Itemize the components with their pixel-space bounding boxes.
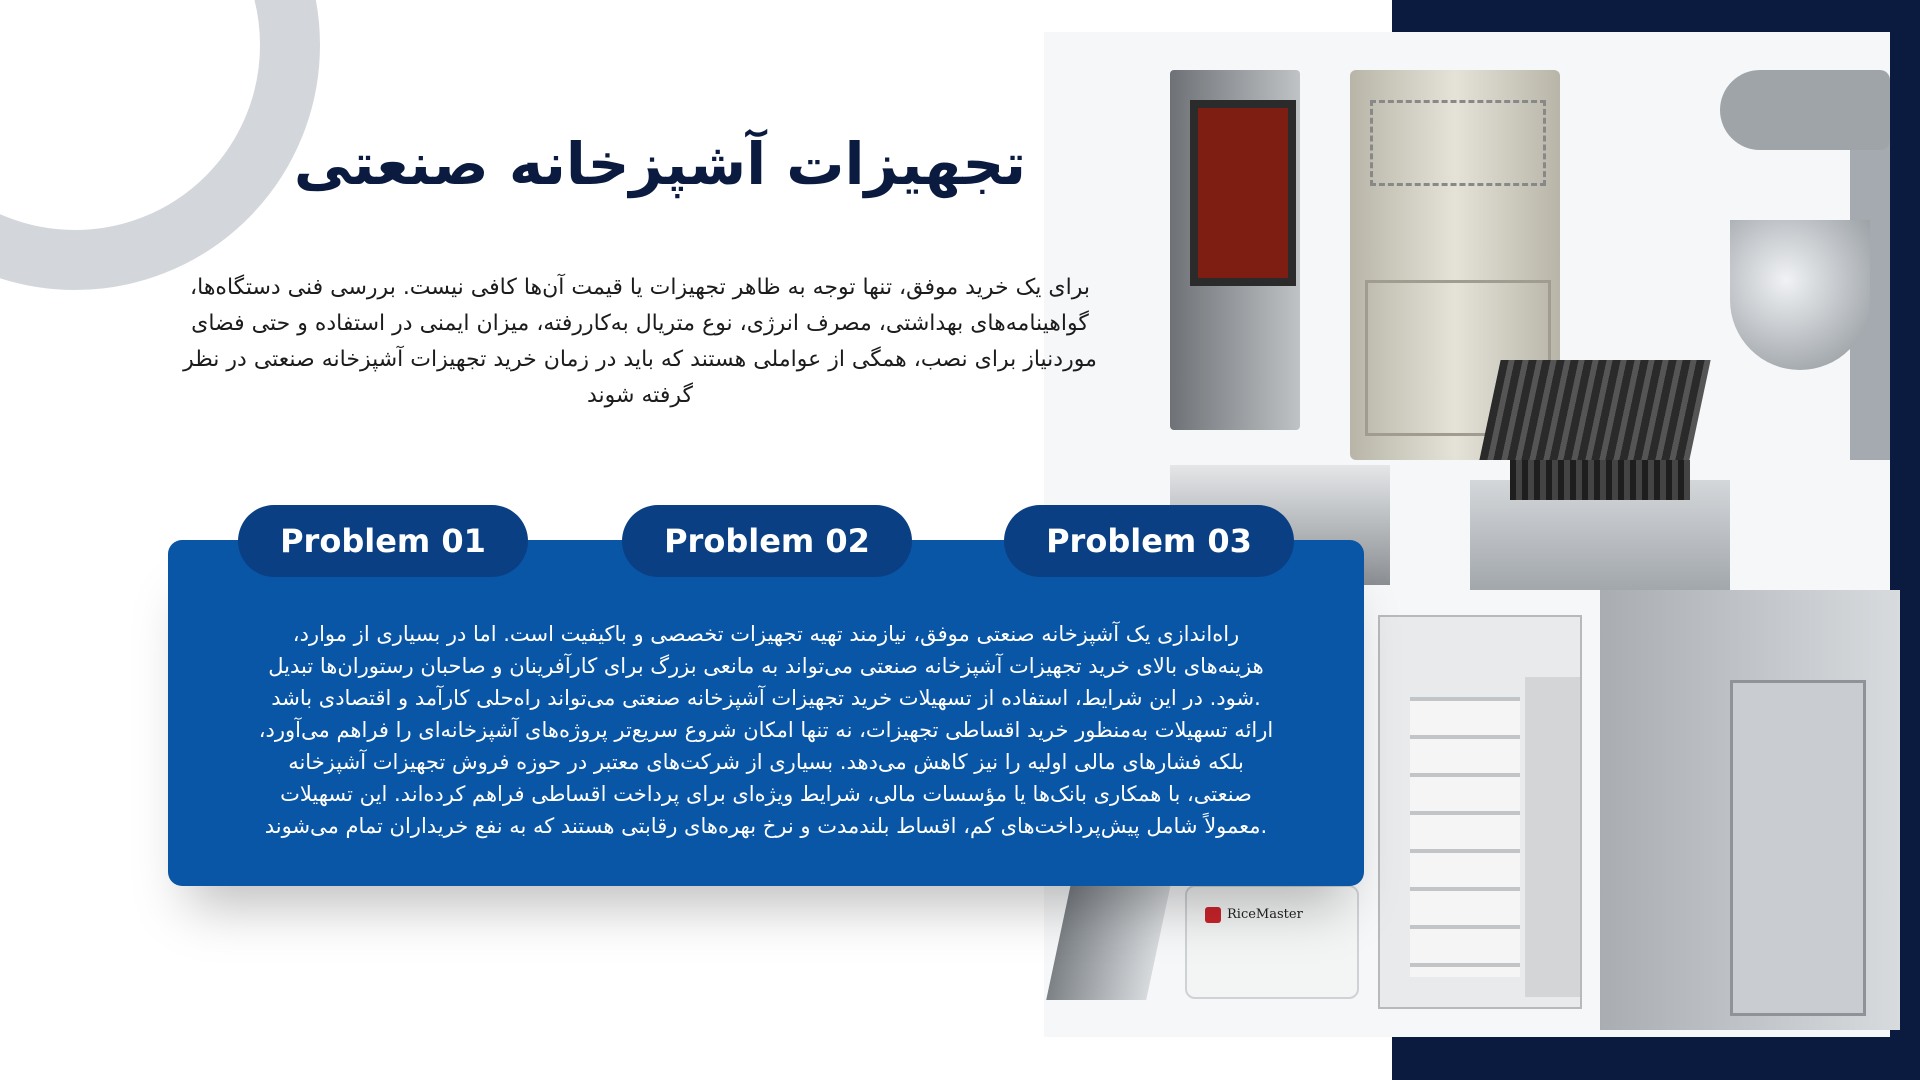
tab-problem-02[interactable]: Problem 02 <box>622 505 912 577</box>
rice-cooker-image <box>1185 885 1359 999</box>
intro-paragraph: برای یک خرید موفق، تنها توجه به ظاهر تجهیزات یا قیمت آن‌ها کافی نیست. بررسی فنی دستگاه‌ها، گواهینامه‌های بهداشتی، مصرف انرژی، نوع متریال به‌کاررفته، میزان ایمنی در استفاده و حتی فضای موردنیاز برای نصب، همگی از عواملی هستند که باید در زمان خرید تجهیزات آشپزخانه صنعتی در نظر گرفته شوند <box>183 275 1097 408</box>
problem-body-text <box>210 618 1322 858</box>
body-line: صنعتی، با همکاری بانک‌ها یا مؤسسات مالی، شرایط ویژه‌ای برای پرداخت اقساطی فراهم کرده‌اند. این تسهیلات <box>280 782 1252 806</box>
convection-oven-image <box>1170 70 1300 430</box>
body-line: راه‌اندازی یک آشپزخانه صنعتی موفق، نیازمند تهیه تجهیزات تخصصی و باکیفیت است. اما در بسیاری از موارد، <box>292 622 1240 646</box>
ricemaster-logo-icon <box>1205 907 1221 923</box>
ricecooker-brand-label: RiceMaster <box>1227 907 1303 922</box>
body-line: .شود. در این شرایط، استفاده از تسهیلات خرید تجهیزات آشپزخانه صنعتی می‌تواند راه‌حلی کارآمد و اقتصادی باشد <box>271 686 1261 710</box>
warming-cabinet-image <box>1378 615 1582 1009</box>
walk-in-cooler-image <box>1600 590 1900 1030</box>
tab-problem-03[interactable]: Problem 03 <box>1004 505 1294 577</box>
page-title: تجهیزات آشپزخانه صنعتی <box>293 130 1027 198</box>
body-line: ارائه تسهیلات به‌منظور خرید اقساطی تجهیزات، نه تنها امکان شروع سریع‌تر پروژه‌های آشپزخانه‌ای را فراهم می‌آورد، <box>258 718 1274 742</box>
panini-grill-image <box>1470 320 1730 600</box>
tab-problem-01[interactable]: Problem 01 <box>238 505 528 577</box>
body-line: .معمولاً شامل پیش‌پرداخت‌های کم، اقساط بلندمدت و نرخ بهره‌های رقابتی هستند که به نفع خریداران تمام می‌شوند <box>264 814 1268 838</box>
bottom-accent-band <box>1392 1040 1920 1080</box>
body-line: هزینه‌های بالای خرید تجهیزات آشپزخانه صنعتی می‌تواند به مانعی بزرگ برای کارآفرینان و صاحبان رستوران‌ها تبدیل <box>268 654 1264 678</box>
body-line: بلکه فشارهای مالی اولیه را نیز کاهش می‌دهد. بسیاری از شرکت‌های معتبر در حوزه فروش تجهیزات آشپزخانه <box>288 750 1244 774</box>
